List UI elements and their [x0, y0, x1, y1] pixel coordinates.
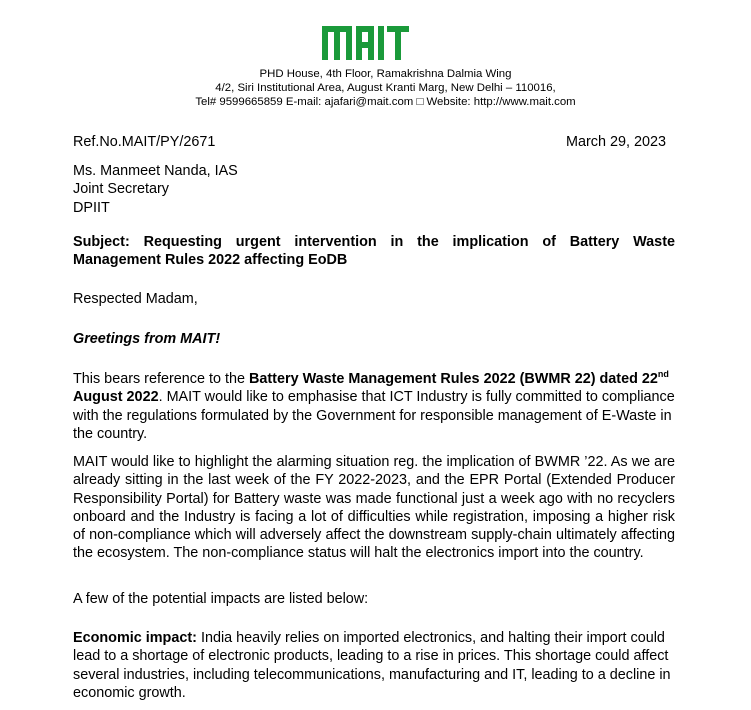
recipient-block — [73, 162, 675, 217]
paragraph-impacts-intro: A few of the potential impacts are listed below: — [73, 591, 369, 607]
paragraph-situation: MAIT would like to highlight the alarming situation reg. the implication of BWMR ’22. As we are already sitting in the last week of the FY 2022-2023, and the EPR Portal (Extended Producer Responsibility Portal) for Battery waste was made functional just a week ago with no recyclers onboard and the Industry is facing a lot of difficulties while registration, imposing a higher risk of non-compliance which will adversely affect the downstream supply-chain ultimately affecting the ecosystem. The non-compliance status will halt the electronics import into the country. — [73, 454, 675, 562]
recipient-org: DPIIT — [73, 199, 110, 216]
recipient-title: Joint Secretary — [73, 181, 169, 198]
reference-number: Ref.No.MAIT/PY/2671 — [73, 134, 216, 150]
salutation: Respected Madam, — [73, 291, 198, 307]
greeting: Greetings from MAIT! — [73, 331, 221, 347]
recipient-name: Ms. Manmeet Nanda, IAS — [73, 163, 238, 179]
letterhead-address: 4/2, Siri Institutional Area, August Kranti Marg, New Delhi – 110016, — [215, 82, 556, 94]
letterhead-line-1: PHD House, 4th Floor, Ramakrishna Dalmia Wing — [259, 68, 512, 80]
paragraph-economic-impact: Economic impact: India heavily relies on imported electronics, and halting their import could lead to a shortage of electronic products, leading to a rise in prices. This shortage could affect several industries, including telecommunications, manufacturing and IT, leading to a decline in economic growth. — [73, 630, 671, 701]
subject-line: Subject: Requesting urgent intervention in the implication of Battery Waste Management Rules 2022 affecting EoDB — [73, 234, 675, 269]
letter-date: March 29, 2023 — [566, 134, 666, 150]
paragraph-reference: This bears reference to the Battery Waste Management Rules 2022 (BWMR 22) dated 22nd August 2022. MAIT would like to emphasise that ICT Industry is fully committed to compliance with the regulations formulated by the Government for responsible management of E-Waste in the country. — [73, 369, 675, 442]
mait-logo — [320, 18, 410, 60]
letterhead-contact: Tel# 9599665859 E-mail: ajafari@mait.com □ Website: http://www.mait.com — [195, 96, 576, 108]
